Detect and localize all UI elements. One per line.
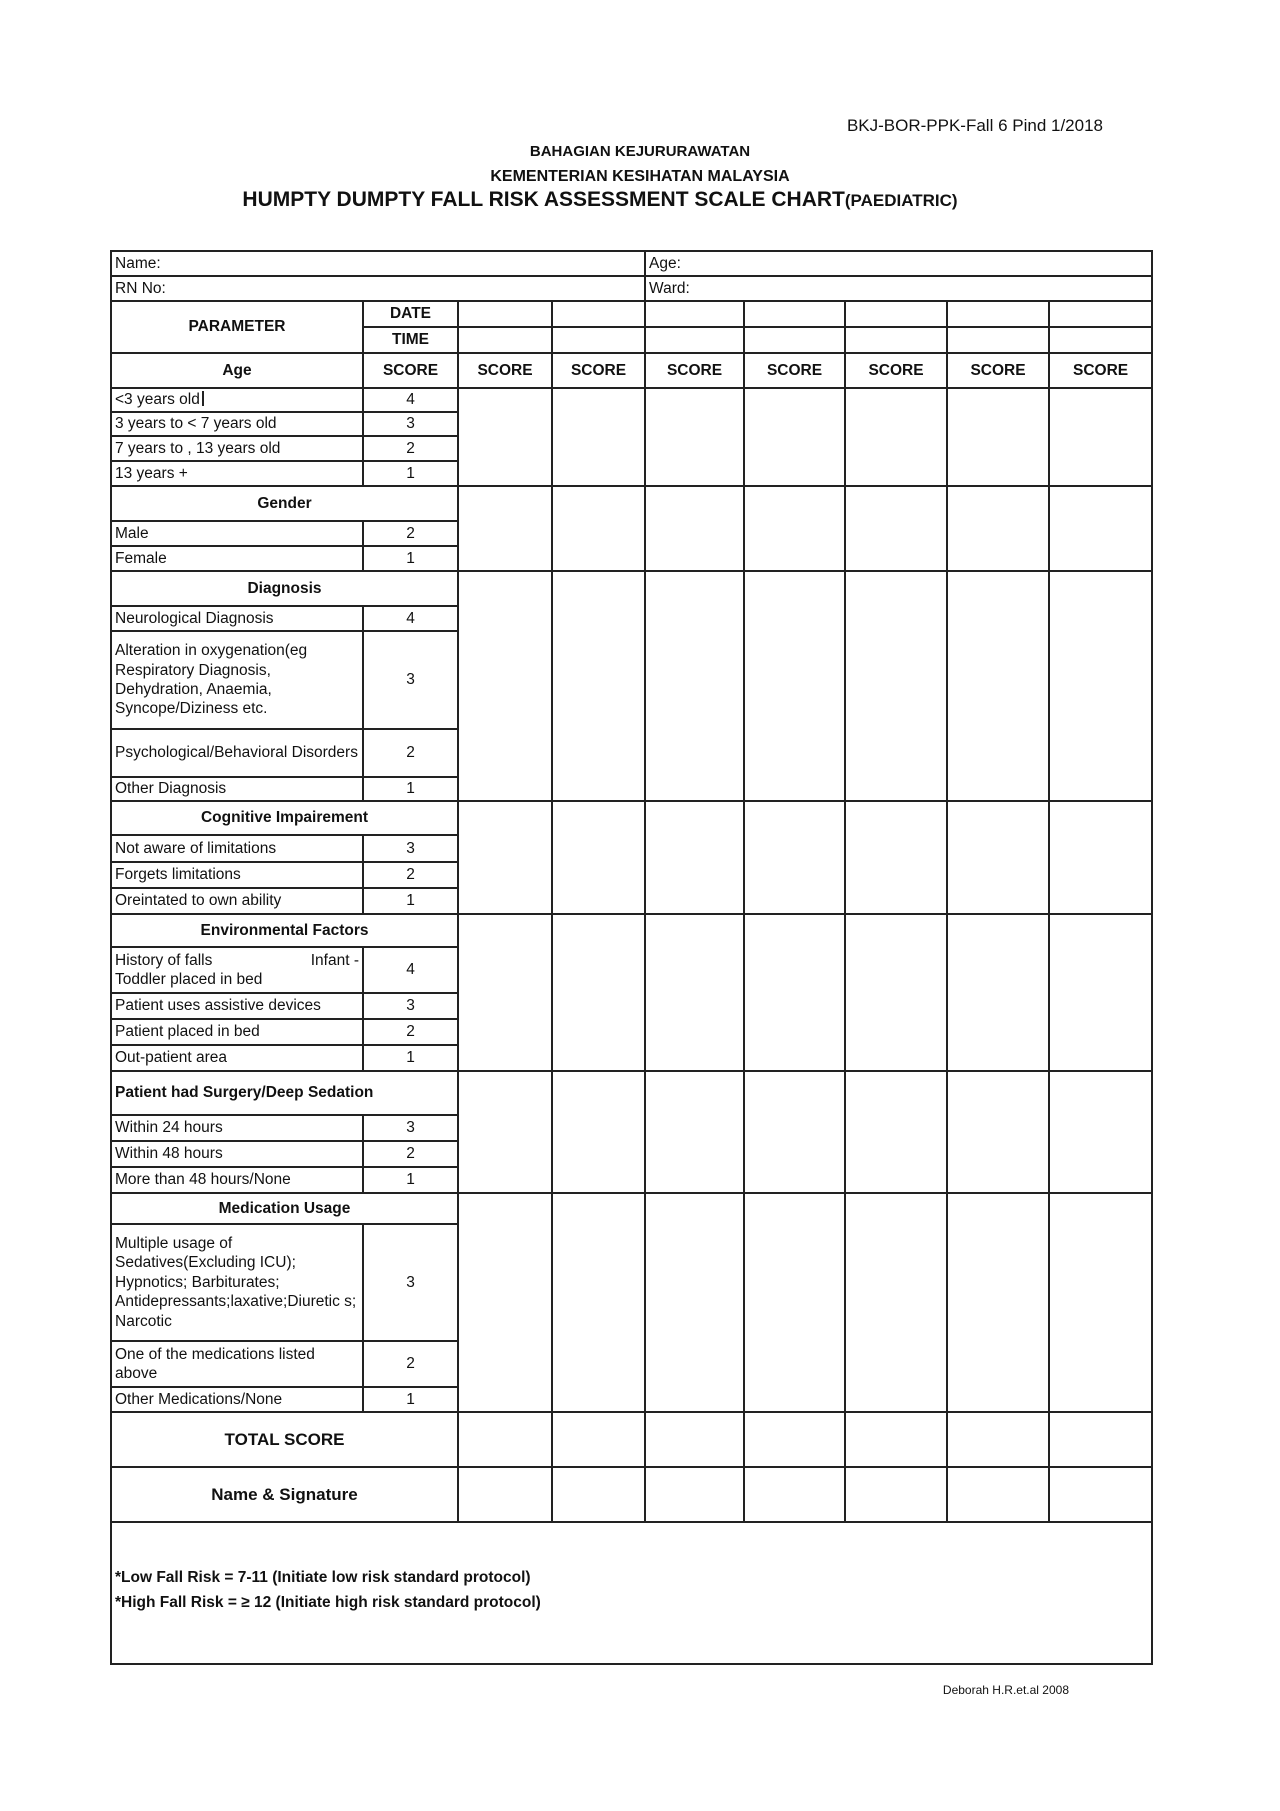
score-header: SCORE	[1049, 353, 1152, 388]
score-value: 1	[363, 888, 458, 914]
score-cell[interactable]	[1049, 1071, 1152, 1193]
score-cell[interactable]	[645, 1193, 744, 1412]
total-score-cell[interactable]	[845, 1412, 947, 1467]
score-value: 3	[363, 993, 458, 1019]
signature-cell[interactable]	[458, 1467, 552, 1522]
high-risk-note: *High Fall Risk = ≥ 12 (Initiate high risk standard protocol)	[115, 1594, 541, 1611]
list-item: Male	[111, 521, 363, 546]
score-cell[interactable]	[458, 914, 552, 1071]
score-cell[interactable]	[458, 1193, 552, 1412]
list-item: Psychological/Behavioral Disorders	[111, 729, 363, 777]
list-item: Female	[111, 546, 363, 571]
score-value: 1	[363, 546, 458, 571]
score-cell[interactable]	[947, 801, 1049, 914]
rn-label: RN No:	[115, 279, 166, 297]
score-cell[interactable]	[458, 1071, 552, 1193]
list-item: One of the medications listed above	[111, 1341, 363, 1387]
score-cell[interactable]	[845, 1193, 947, 1412]
score-cell[interactable]	[552, 1193, 645, 1412]
list-item: Patient uses assistive devices	[111, 993, 363, 1019]
list-item: Forgets limitations	[111, 862, 363, 888]
signature-cell[interactable]	[645, 1467, 744, 1522]
score-cell[interactable]	[947, 1193, 1049, 1412]
score-cell[interactable]	[744, 1193, 845, 1412]
score-cell[interactable]	[744, 914, 845, 1071]
score-value: 3	[363, 631, 458, 729]
score-cell[interactable]	[458, 571, 552, 801]
score-header: SCORE	[744, 353, 845, 388]
assessment-table	[110, 250, 1153, 1665]
time-header: TIME	[363, 327, 458, 353]
score-value: 2	[363, 1341, 458, 1387]
list-item: Oreintated to own ability	[111, 888, 363, 914]
list-item: More than 48 hours/None	[111, 1167, 363, 1193]
list-item: Within 48 hours	[111, 1141, 363, 1167]
score-cell[interactable]	[947, 486, 1049, 571]
date-cell[interactable]	[552, 301, 645, 327]
signature-cell[interactable]	[947, 1467, 1049, 1522]
date-cell[interactable]	[1049, 301, 1152, 327]
list-item: Patient placed in bed	[111, 1019, 363, 1045]
total-score-cell[interactable]	[1049, 1412, 1152, 1467]
score-cell[interactable]	[552, 571, 645, 801]
score-cell[interactable]	[845, 486, 947, 571]
score-cell[interactable]	[645, 486, 744, 571]
score-cell[interactable]	[744, 571, 845, 801]
title-main: HUMPTY DUMPTY FALL RISK ASSESSMENT SCALE CHART	[242, 188, 845, 211]
title-sub: (PAEDIATRIC)	[844, 191, 958, 210]
score-value: 2	[363, 521, 458, 546]
age-section-title: Age	[111, 353, 363, 388]
score-header: SCORE	[947, 353, 1049, 388]
total-score-label: TOTAL SCORE	[111, 1412, 458, 1467]
score-value: 4	[363, 388, 458, 412]
list-item: Out-patient area	[111, 1045, 363, 1071]
list-item: <3 years old	[111, 388, 363, 412]
score-cell[interactable]	[947, 388, 1049, 486]
document-reference: BKJ-BOR-PPK-Fall 6 Pind 1/2018	[846, 116, 1103, 135]
score-value: 1	[363, 1167, 458, 1193]
medication-section-title: Medication Usage	[111, 1193, 458, 1224]
total-score-cell[interactable]	[458, 1412, 552, 1467]
score-value: 1	[363, 777, 458, 801]
score-header: SCORE	[363, 353, 458, 388]
score-cell[interactable]	[458, 486, 552, 571]
total-score-cell[interactable]	[744, 1412, 845, 1467]
score-cell[interactable]	[1049, 801, 1152, 914]
signature-cell[interactable]	[744, 1467, 845, 1522]
date-cell[interactable]	[845, 301, 947, 327]
total-score-cell[interactable]	[947, 1412, 1049, 1467]
score-cell[interactable]	[744, 388, 845, 486]
time-cell[interactable]	[744, 327, 845, 353]
score-cell[interactable]	[552, 388, 645, 486]
signature-cell[interactable]	[552, 1467, 645, 1522]
score-cell[interactable]	[1049, 571, 1152, 801]
list-item: Alteration in oxygenation(eg Respiratory Diagnosis, Dehydration, Anaemia, Syncope/Diziness etc.	[111, 631, 363, 729]
score-cell[interactable]	[645, 1071, 744, 1193]
score-cell[interactable]	[845, 571, 947, 801]
score-cell[interactable]	[845, 388, 947, 486]
time-cell[interactable]	[552, 327, 645, 353]
list-item: 7 years to , 13 years old	[111, 436, 363, 461]
score-cell[interactable]	[1049, 486, 1152, 571]
score-cell[interactable]	[845, 801, 947, 914]
score-value: 1	[363, 461, 458, 486]
list-item: Within 24 hours	[111, 1115, 363, 1141]
score-cell[interactable]	[645, 801, 744, 914]
score-value: 4	[363, 947, 458, 993]
risk-notes	[111, 1522, 1152, 1664]
list-item: Other Medications/None	[111, 1387, 363, 1412]
environmental-section-title: Environmental Factors	[111, 914, 458, 947]
score-header: SCORE	[645, 353, 744, 388]
score-cell[interactable]	[1049, 388, 1152, 486]
score-cell[interactable]	[552, 1071, 645, 1193]
score-value: 3	[363, 835, 458, 862]
total-score-cell[interactable]	[645, 1412, 744, 1467]
time-cell[interactable]	[845, 327, 947, 353]
score-value: 2	[363, 729, 458, 777]
score-value: 1	[363, 1045, 458, 1071]
score-cell[interactable]	[645, 388, 744, 486]
time-cell[interactable]	[458, 327, 552, 353]
score-value: 3	[363, 1224, 458, 1341]
age-label: Age:	[649, 254, 681, 272]
name-signature-label: Name & Signature	[111, 1467, 458, 1522]
score-header: SCORE	[845, 353, 947, 388]
date-cell[interactable]	[458, 301, 552, 327]
time-cell[interactable]	[947, 327, 1049, 353]
parameter-header: PARAMETER	[111, 301, 363, 353]
date-cell[interactable]	[645, 301, 744, 327]
score-cell[interactable]	[645, 571, 744, 801]
time-cell[interactable]	[1049, 327, 1152, 353]
score-cell[interactable]	[744, 1071, 845, 1193]
name-field[interactable]	[111, 251, 645, 276]
total-score-cell[interactable]	[552, 1412, 645, 1467]
score-cell[interactable]	[552, 801, 645, 914]
signature-cell[interactable]	[845, 1467, 947, 1522]
cognitive-section-title: Cognitive Impairement	[111, 801, 458, 835]
age-field[interactable]	[645, 251, 1152, 276]
score-cell[interactable]	[845, 914, 947, 1071]
surgery-section-title: Patient had Surgery/Deep Sedation	[111, 1071, 458, 1115]
date-header: DATE	[363, 301, 458, 327]
list-item: Neurological Diagnosis	[111, 606, 363, 631]
score-cell[interactable]	[1049, 1193, 1152, 1412]
score-value: 2	[363, 1141, 458, 1167]
list-item: 3 years to < 7 years old	[111, 412, 363, 436]
rn-field[interactable]	[111, 276, 645, 301]
score-value: 2	[363, 1019, 458, 1045]
score-value: 1	[363, 1387, 458, 1412]
ward-label: Ward:	[649, 279, 690, 297]
list-item: 13 years +	[111, 461, 363, 486]
gender-section-title: Gender	[111, 486, 458, 521]
score-cell[interactable]	[552, 486, 645, 571]
score-header: SCORE	[552, 353, 645, 388]
page-title	[0, 188, 1240, 212]
list-item: History of falls Infant - Toddler placed in bed	[111, 947, 363, 993]
signature-cell[interactable]	[1049, 1467, 1152, 1522]
list-item: Not aware of limitations	[111, 835, 363, 862]
score-cell[interactable]	[1049, 914, 1152, 1071]
low-risk-note: *Low Fall Risk = 7-11 (Initiate low risk standard protocol)	[115, 1568, 531, 1586]
time-cell[interactable]	[645, 327, 744, 353]
score-cell[interactable]	[744, 486, 845, 571]
score-cell[interactable]	[458, 801, 552, 914]
score-header: SCORE	[458, 353, 552, 388]
score-value: 4	[363, 606, 458, 631]
name-label: Name:	[115, 254, 161, 272]
score-value: 3	[363, 1115, 458, 1141]
date-cell[interactable]	[744, 301, 845, 327]
diagnosis-section-title: Diagnosis	[111, 571, 458, 606]
score-value: 2	[363, 862, 458, 888]
ward-field[interactable]	[645, 276, 1152, 301]
score-cell[interactable]	[458, 388, 552, 486]
list-item: Multiple usage of Sedatives(Excluding ICU); Hypnotics; Barbiturates; Antidepressants;laxative;Diuretic s; Narcotic	[111, 1224, 363, 1341]
credit: Deborah H.R.et.al 2008	[942, 1683, 1069, 1697]
department-heading: BAHAGIAN KEJURURAWATAN	[529, 143, 751, 160]
ministry-heading: KEMENTERIAN KESIHATAN MALAYSIA	[490, 168, 790, 185]
date-cell[interactable]	[947, 301, 1049, 327]
score-cell[interactable]	[947, 914, 1049, 1071]
score-cell[interactable]	[845, 1071, 947, 1193]
score-value: 3	[363, 412, 458, 436]
score-cell[interactable]	[552, 914, 645, 1071]
score-cell[interactable]	[744, 801, 845, 914]
score-cell[interactable]	[947, 571, 1049, 801]
score-cell[interactable]	[947, 1071, 1049, 1193]
list-item: Other Diagnosis	[111, 777, 363, 801]
score-cell[interactable]	[645, 914, 744, 1071]
score-value: 2	[363, 436, 458, 461]
